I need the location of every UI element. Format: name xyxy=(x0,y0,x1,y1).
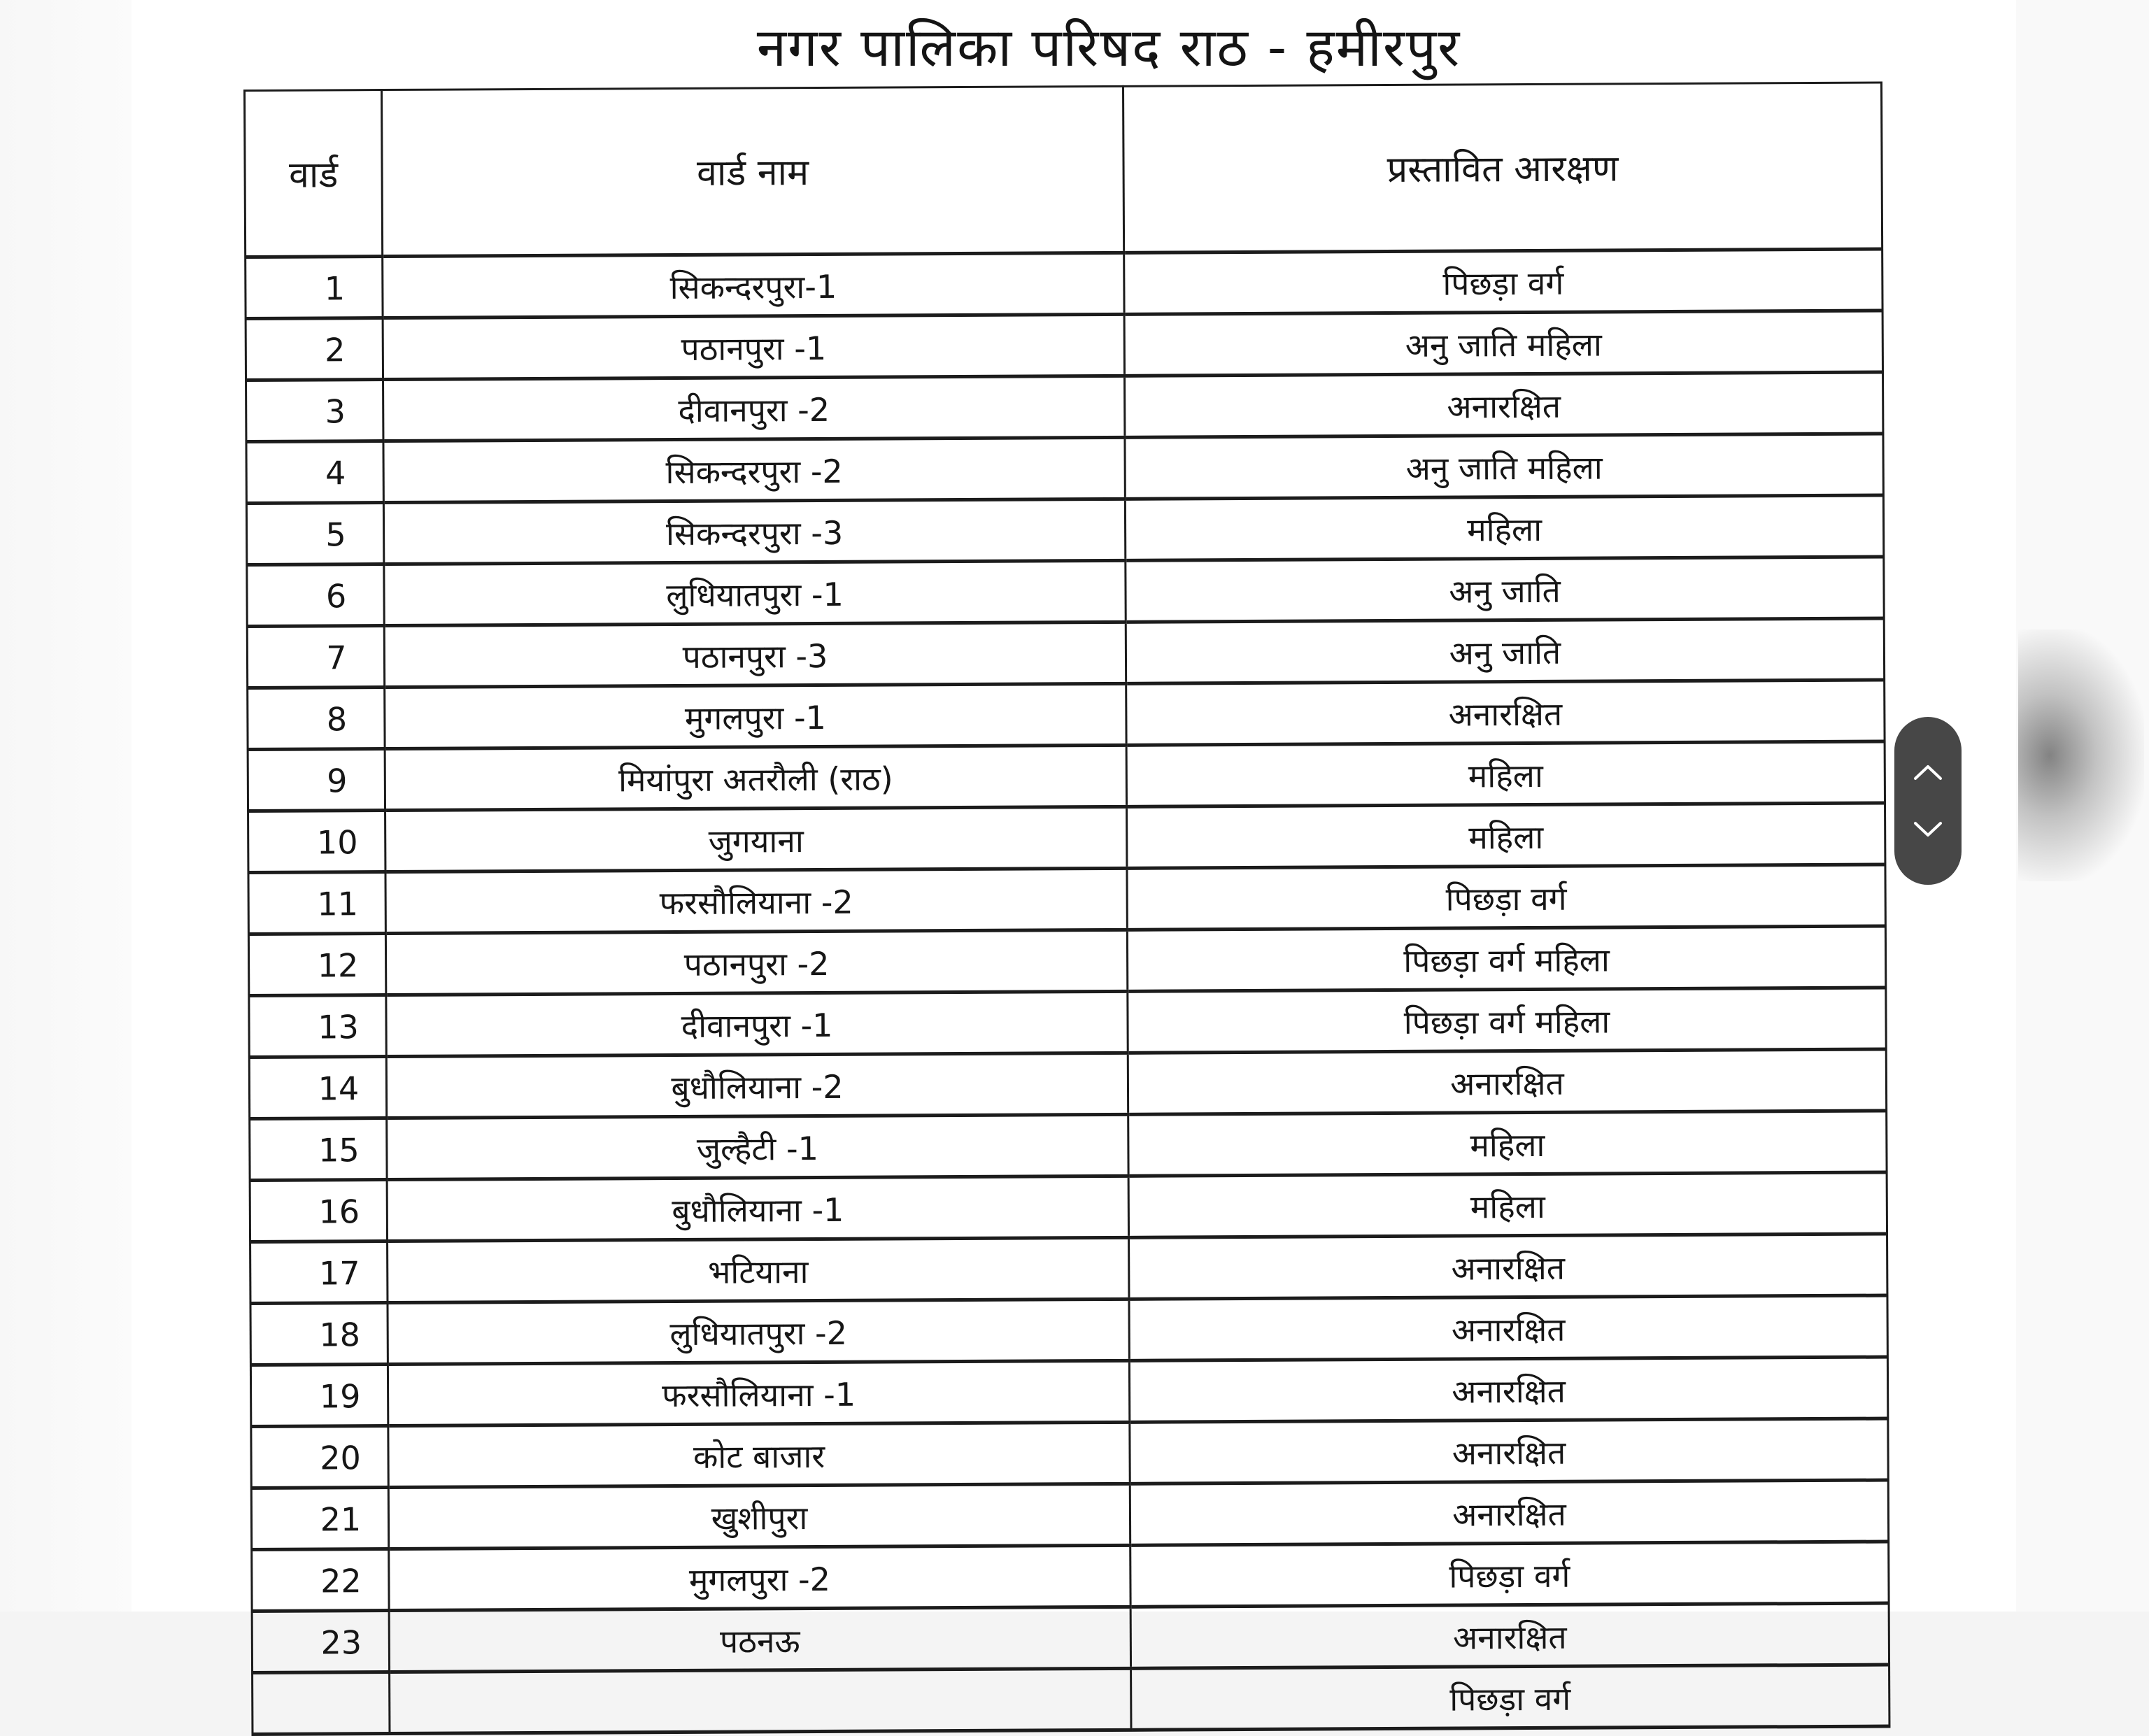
ward-number-cell: 21 xyxy=(251,1488,388,1550)
ward-number-cell: 3 xyxy=(246,380,383,442)
table-row xyxy=(248,865,1885,934)
header-ward-no: वार्ड xyxy=(245,90,383,257)
reservation-cell: अनु जाति xyxy=(1126,557,1884,622)
table-row xyxy=(247,618,1884,688)
ward-number-cell: 17 xyxy=(250,1241,388,1304)
ward-number-cell: 18 xyxy=(250,1303,388,1365)
reservation-cell: अनारक्षित xyxy=(1130,1603,1889,1668)
reservation-cell: पिछड़ा वर्ग महिला xyxy=(1128,988,1886,1053)
ward-name-cell: फरसौलियाना -1 xyxy=(388,1360,1129,1425)
ward-name-cell: भटियाना xyxy=(388,1237,1129,1302)
table-row xyxy=(250,1357,1887,1426)
table-row xyxy=(250,1234,1887,1303)
ward-number-cell: 1 xyxy=(246,257,383,319)
reservation-cell: अनु जाति महिला xyxy=(1125,434,1883,499)
table-row xyxy=(252,1542,1889,1611)
table-row xyxy=(246,249,1882,318)
ward-name-cell: सिकन्दरपुरा-1 xyxy=(383,252,1124,318)
ward-number-cell: 14 xyxy=(249,1057,386,1119)
reservation-cell: महिला xyxy=(1128,1111,1887,1176)
ward-name-cell: पठानपुरा -3 xyxy=(384,622,1126,687)
table-row xyxy=(246,434,1883,503)
ward-name-cell: सिकन्दरपुरा -2 xyxy=(383,437,1125,502)
table-row xyxy=(248,680,1885,749)
document-page xyxy=(132,0,2016,1719)
ward-name-cell: जुल्हैटी -1 xyxy=(387,1114,1128,1179)
header-ward-name: वार्ड नाम xyxy=(382,86,1124,256)
reservation-cell: अनारक्षित xyxy=(1125,372,1883,437)
reservation-cell: पिछड़ा वर्ग xyxy=(1127,865,1885,930)
table-row xyxy=(246,311,1882,380)
ward-name-cell: मियांपुरा अतरौली (राठ) xyxy=(385,745,1126,810)
ward-name-cell: पठनऊ xyxy=(389,1607,1130,1672)
reservation-cell: अनारक्षित xyxy=(1128,1049,1886,1114)
chevron-down-icon xyxy=(1913,820,1943,839)
table-row xyxy=(250,1111,1887,1180)
ward-reservation-table xyxy=(243,82,1890,1736)
ward-number-cell: 6 xyxy=(247,564,384,627)
ward-name-cell: सिकन्दरपुरा -3 xyxy=(383,499,1125,564)
reservation-cell: अनु जाति xyxy=(1126,618,1884,683)
table-header-row xyxy=(245,83,1882,257)
ward-name-cell: दीवानपुरा -2 xyxy=(383,376,1125,441)
table-row xyxy=(250,1172,1887,1241)
ward-number-cell: 20 xyxy=(251,1426,388,1488)
reservation-cell: पिछड़ा वर्ग xyxy=(1130,1542,1889,1607)
scroll-up-button[interactable] xyxy=(1907,757,1949,788)
reservation-cell: पिछड़ा वर्ग xyxy=(1131,1665,1889,1730)
table-row xyxy=(248,926,1885,995)
ward-number-cell: 16 xyxy=(250,1180,387,1242)
ward-number-cell: 11 xyxy=(248,872,385,934)
reservation-cell: अनारक्षित xyxy=(1126,680,1885,745)
ward-number-cell: 22 xyxy=(252,1549,389,1612)
reservation-cell: अनारक्षित xyxy=(1129,1357,1887,1422)
table-body xyxy=(246,249,1889,1734)
table-row xyxy=(253,1665,1889,1734)
ward-number-cell: 23 xyxy=(252,1611,389,1673)
ward-number-cell: 10 xyxy=(248,811,385,873)
reservation-cell: महिला xyxy=(1125,495,1883,560)
ward-name-cell: कोट बाजार xyxy=(388,1422,1130,1487)
ward-name-cell: खुशीपुरा xyxy=(388,1484,1130,1549)
ward-name-cell xyxy=(390,1668,1131,1733)
reservation-cell: महिला xyxy=(1126,741,1885,806)
header-proposed-reservation: प्रस्तावित आरक्षण xyxy=(1123,83,1882,252)
table-row xyxy=(249,1049,1886,1118)
table-row xyxy=(246,495,1883,564)
ward-name-cell: बुधौलियाना -2 xyxy=(386,1053,1128,1118)
page-edge-shadow xyxy=(2018,629,2144,881)
reservation-cell: पिछड़ा वर्ग महिला xyxy=(1127,926,1885,991)
reservation-cell: अनारक्षित xyxy=(1130,1480,1888,1545)
ward-number-cell xyxy=(253,1672,390,1735)
ward-name-cell: फरसौलियाना -2 xyxy=(385,868,1127,933)
ward-number-cell: 19 xyxy=(250,1365,388,1427)
table-row xyxy=(248,803,1885,872)
ward-number-cell: 2 xyxy=(246,318,383,380)
reservation-cell: पिछड़ा वर्ग xyxy=(1124,249,1882,314)
ward-number-cell: 9 xyxy=(248,749,385,811)
reservation-cell: महिला xyxy=(1128,1172,1887,1237)
ward-number-cell: 13 xyxy=(249,995,386,1058)
ward-reservation-table-wrapper xyxy=(243,82,1888,1736)
ward-number-cell: 12 xyxy=(248,934,385,996)
ward-name-cell: दीवानपुरा -1 xyxy=(386,991,1128,1056)
reservation-cell: अनारक्षित xyxy=(1129,1234,1887,1299)
ward-number-cell: 4 xyxy=(246,441,383,504)
ward-name-cell: लुधियातपुरा -1 xyxy=(384,560,1126,625)
page-navigator xyxy=(1894,717,1962,885)
table-row xyxy=(248,741,1885,811)
reservation-cell: महिला xyxy=(1127,803,1885,868)
ward-number-cell: 5 xyxy=(246,503,383,565)
table-row xyxy=(251,1418,1888,1488)
reservation-cell: अनारक्षित xyxy=(1130,1418,1888,1484)
ward-number-cell: 7 xyxy=(247,626,384,688)
table-row xyxy=(252,1603,1889,1672)
reservation-cell: अनारक्षित xyxy=(1129,1295,1887,1360)
ward-name-cell: जुगयाना xyxy=(385,806,1127,871)
reservation-cell: अनु जाति महिला xyxy=(1124,311,1882,376)
ward-name-cell: मुगलपुरा -1 xyxy=(385,683,1126,748)
ward-number-cell: 15 xyxy=(250,1118,387,1181)
chevron-up-icon xyxy=(1913,763,1943,781)
table-row xyxy=(249,988,1886,1057)
document-title: नगर पालिका परिषद राठ - हमीरपुर xyxy=(756,16,1461,78)
ward-name-cell: बुधौलियाना -1 xyxy=(387,1176,1128,1241)
ward-name-cell: लुधियातपुरा -2 xyxy=(388,1299,1129,1364)
scroll-down-button[interactable] xyxy=(1907,814,1949,845)
ward-name-cell: पठानपुरा -1 xyxy=(383,314,1124,379)
table-row xyxy=(246,372,1883,441)
table-row xyxy=(247,557,1884,626)
ward-name-cell: मुगलपुरा -2 xyxy=(389,1545,1130,1610)
table-row xyxy=(251,1480,1888,1549)
ward-name-cell: पठानपुरा -2 xyxy=(385,930,1127,995)
table-row xyxy=(250,1295,1887,1365)
ward-number-cell: 8 xyxy=(248,688,385,750)
left-gutter xyxy=(0,0,132,1612)
